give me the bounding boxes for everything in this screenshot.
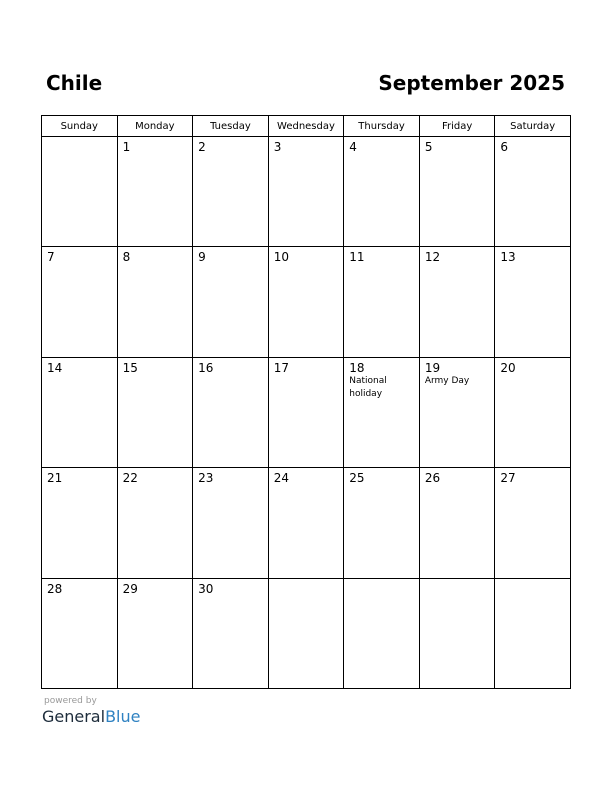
day-number: 10	[273, 250, 289, 265]
day-number: 24	[273, 471, 289, 486]
day-number: 28	[47, 581, 63, 596]
day-number	[420, 579, 495, 582]
week-row	[42, 357, 571, 467]
calendar-grid	[41, 115, 571, 689]
day-cell	[344, 357, 420, 467]
day-number	[495, 579, 570, 582]
day-cell	[268, 247, 344, 357]
day-cell	[193, 137, 269, 247]
day-cell	[419, 578, 495, 688]
day-cell	[42, 137, 118, 247]
day-number	[42, 137, 117, 140]
day-number: 9	[198, 250, 206, 265]
week-row	[42, 578, 571, 688]
day-cell	[495, 137, 571, 247]
day-cell	[193, 247, 269, 357]
day-cell	[419, 468, 495, 578]
day-number	[344, 579, 419, 582]
day-number: 14	[47, 360, 63, 375]
day-number: 26	[424, 471, 441, 486]
day-number: 5	[424, 140, 433, 154]
day-number: 21	[47, 471, 63, 486]
day-cell	[117, 578, 193, 688]
day-number: 13	[500, 250, 516, 265]
brand-logo	[42, 707, 140, 727]
weekday-header: Tuesday	[193, 116, 269, 137]
day-number: 7	[47, 250, 55, 265]
footer-branding	[42, 696, 140, 727]
day-number: 25	[349, 471, 365, 486]
day-number: 3	[273, 140, 282, 154]
weekday-header: Friday	[419, 116, 495, 137]
day-number: 18	[349, 360, 365, 375]
day-number: 2	[198, 140, 206, 154]
country-title: Chile	[46, 71, 103, 95]
day-number: 16	[198, 360, 214, 375]
day-number: 20	[500, 360, 516, 375]
holiday-label: Army Day	[424, 375, 470, 386]
day-cell	[193, 468, 269, 578]
weekday-header: Monday	[117, 116, 193, 137]
day-cell	[117, 137, 193, 247]
day-cell	[268, 357, 344, 467]
weekday-header: Thursday	[344, 116, 420, 137]
day-number: 23	[198, 471, 214, 486]
day-cell	[495, 578, 571, 688]
day-cell	[117, 247, 193, 357]
week-row	[42, 247, 571, 357]
day-number	[269, 579, 344, 582]
week-row	[42, 137, 571, 247]
month-year-title: September 2025	[378, 71, 565, 95]
day-cell	[344, 137, 420, 247]
day-number: 30	[198, 581, 214, 596]
weekday-header: Wednesday	[268, 116, 344, 137]
day-cell	[268, 578, 344, 688]
week-row	[42, 468, 571, 578]
day-number: 19	[424, 360, 441, 375]
brand-blue-text: Blue	[105, 707, 141, 726]
day-cell	[419, 247, 495, 357]
brand-general-text: General	[42, 707, 106, 726]
day-cell	[344, 247, 420, 357]
day-number: 4	[349, 140, 357, 154]
day-number: 22	[122, 471, 138, 486]
day-cell	[419, 357, 495, 467]
day-number: 8	[122, 250, 131, 265]
day-cell	[117, 357, 193, 467]
day-number: 29	[122, 581, 138, 596]
day-number: 6	[500, 140, 509, 154]
day-cell	[495, 357, 571, 467]
day-number: 15	[122, 360, 138, 375]
day-number: 12	[424, 250, 441, 265]
day-cell	[42, 468, 118, 578]
day-cell	[193, 357, 269, 467]
weekday-header: Sunday	[42, 116, 118, 137]
day-number: 17	[273, 360, 289, 375]
day-cell	[344, 578, 420, 688]
holiday-label: National holiday	[349, 375, 387, 399]
day-cell	[495, 247, 571, 357]
day-number: 1	[122, 140, 131, 154]
day-cell	[42, 578, 118, 688]
day-number: 27	[500, 471, 516, 486]
day-cell	[117, 468, 193, 578]
day-cell	[344, 468, 420, 578]
day-cell	[42, 247, 118, 357]
day-cell	[42, 357, 118, 467]
day-cell	[268, 468, 344, 578]
weekday-header: Saturday	[495, 116, 571, 137]
day-cell	[268, 137, 344, 247]
day-cell	[495, 468, 571, 578]
powered-by-text: powered by	[44, 696, 97, 706]
weekday-header-row	[42, 116, 571, 137]
day-cell	[419, 137, 495, 247]
day-number: 11	[349, 250, 365, 265]
day-cell	[193, 578, 269, 688]
